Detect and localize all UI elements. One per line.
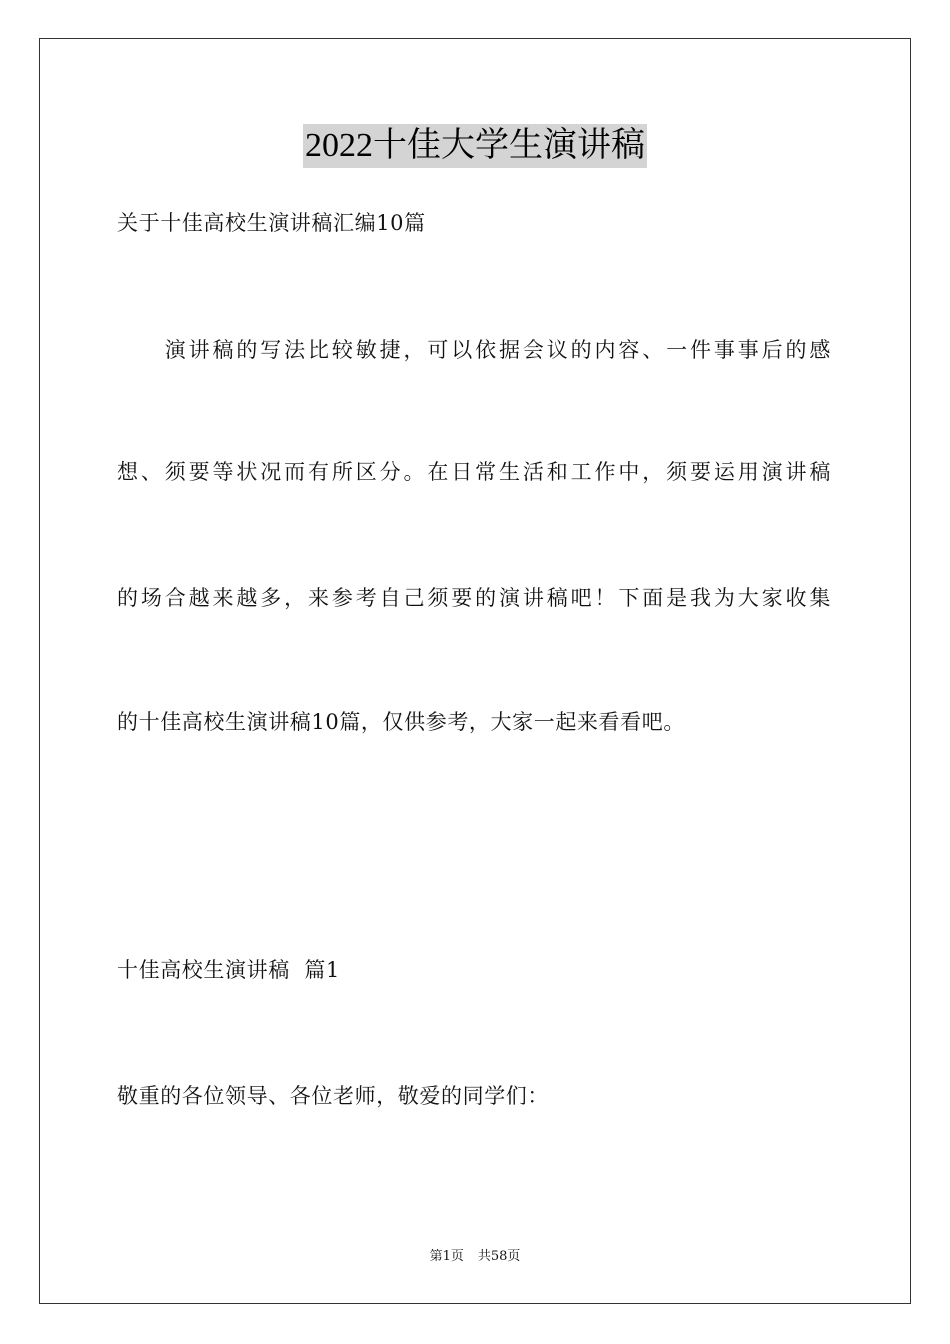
intro-line-3: 的场合越来越多，来参考自己须要的演讲稿吧！下面是我为大家收集 [117,586,831,610]
intro-line-4: 的十佳高校生演讲稿10篇，仅供参考，大家一起来看看吧。 [117,710,685,734]
title-wrapper [0,124,950,168]
intro-line-2: 想、须要等状况而有所区分。在日常生活和工作中，须要运用演讲稿 [117,460,831,484]
section-heading: 十佳高校生演讲稿 篇1 [117,958,340,982]
document-title: 2022十佳大学生演讲稿 [303,124,647,168]
intro-line-1: 演讲稿的写法比较敏捷，可以依据会议的内容、一件事事后的感 [117,338,831,362]
page-number: 第1页 [429,1249,464,1264]
total-pages: 共58页 [477,1249,521,1264]
salutation: 敬重的各位领导、各位老师，敬爱的同学们： [117,1084,549,1108]
document-subtitle: 关于十佳高校生演讲稿汇编10篇 [117,211,426,235]
page-footer [0,1248,950,1266]
